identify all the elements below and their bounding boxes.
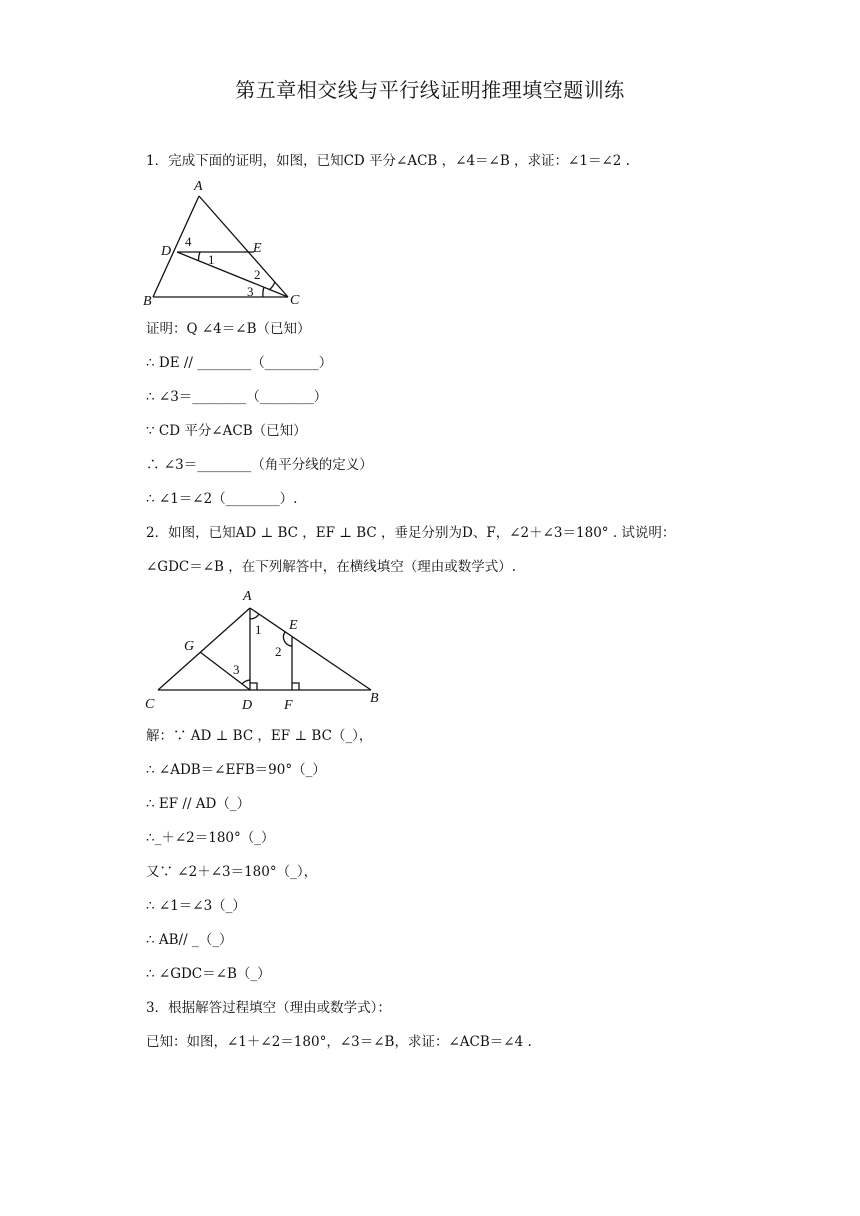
q1-angle-label-4: 4 [185,234,192,249]
q1-angle-arc-2 [269,282,275,290]
q2-stem-line-1: 2．如图，已知AD ⊥ BC ，EF ⊥ BC ，垂足分别为D、F，∠2＋∠3＝180° . 试说明： [146,525,676,541]
q2-angle-label-2: 2 [275,644,282,659]
q2-side-ca [158,608,250,690]
q3-stem: 3．根据解答过程填空（理由或数学式）： [146,1000,391,1016]
q2-solution-line-5: 又∵ ∠2＋∠3＝180°（_）， [146,864,318,880]
q1-proof-line-5: ∴ ∠3＝________（角平分线的定义） [146,457,373,473]
q2-label-d: D [242,698,253,712]
q2-solution-line-7: ∴ AB// _（_） [146,932,233,948]
q1-label-e: E [253,241,262,256]
q1-segment-dc [177,252,288,297]
q1-proof-line-6: ∴ ∠1＝∠2（________）. [146,491,298,507]
q2-solution-line-2: ∴ ∠ADB＝∠EFB＝90°（_） [146,762,326,778]
q2-angle-label-3: 3 [233,662,240,677]
q2-label-f: F [284,698,293,712]
q1-label-a: A [194,179,203,194]
q2-label-b: B [370,691,379,706]
q2-angle-arc-3 [242,680,250,684]
q1-proof-line-2: ∴ DE // ________（________） [146,355,333,371]
q1-proof-line-3: ∴ ∠3＝________（________） [146,389,328,405]
q1-label-d: D [161,244,172,259]
q2-angle-label-1: 1 [255,622,262,637]
q1-angle-arc-3 [263,287,264,297]
q2-right-angle-f [292,683,299,690]
q2-label-c: C [145,697,155,712]
q2-triangle-figure [138,582,388,712]
q2-solution-line-8: ∴ ∠GDC＝∠B（_） [146,966,271,982]
q2-label-a: A [243,589,252,604]
q2-label-e: E [289,618,298,633]
page-title: 第五章相交线与平行线证明推理填空题训练 [235,78,625,102]
q1-angle-label-2: 2 [254,267,261,282]
q2-solution-line-4: ∴_＋∠2＝180°（_） [146,830,275,846]
q1-label-b: B [143,294,152,309]
q1-stem: 1．完成下面的证明，如图，已知CD 平分∠ACB ，∠4＝∠B ，求证：∠1＝∠2 . [146,153,630,169]
q2-stem-line-2: ∠GDC＝∠B ，在下列解答中，在横线填空（理由或数学式）. [146,559,517,575]
q3-given: 已知：如图，∠1＋∠2＝180°，∠3＝∠B，求证：∠ACB＝∠4 . [146,1034,532,1050]
q1-label-c: C [290,293,300,308]
q2-solution-line-1: 解：∵ AD ⊥ BC ，EF ⊥ BC（_）， [146,728,373,744]
q2-right-angle-d [250,683,257,690]
q2-solution-line-3: ∴ EF // AD（_） [146,796,251,812]
q2-solution-line-6: ∴ ∠1＝∠3（_） [146,898,246,914]
q1-side-ac [199,196,288,297]
q1-proof-line-4: ∵ CD 平分∠ACB（已知） [146,423,307,439]
q1-triangle-figure [138,176,318,310]
q1-angle-arc-1 [198,252,200,261]
q2-side-ab [250,608,371,690]
q1-proof-line-1: 证明：Q ∠4＝∠B（已知） [146,321,311,337]
q1-angle-label-3: 3 [247,284,254,299]
q2-angle-arc-1 [250,614,259,619]
q2-label-g: G [184,639,195,654]
q1-angle-label-1: 1 [208,252,215,267]
q1-side-ab [153,196,199,297]
